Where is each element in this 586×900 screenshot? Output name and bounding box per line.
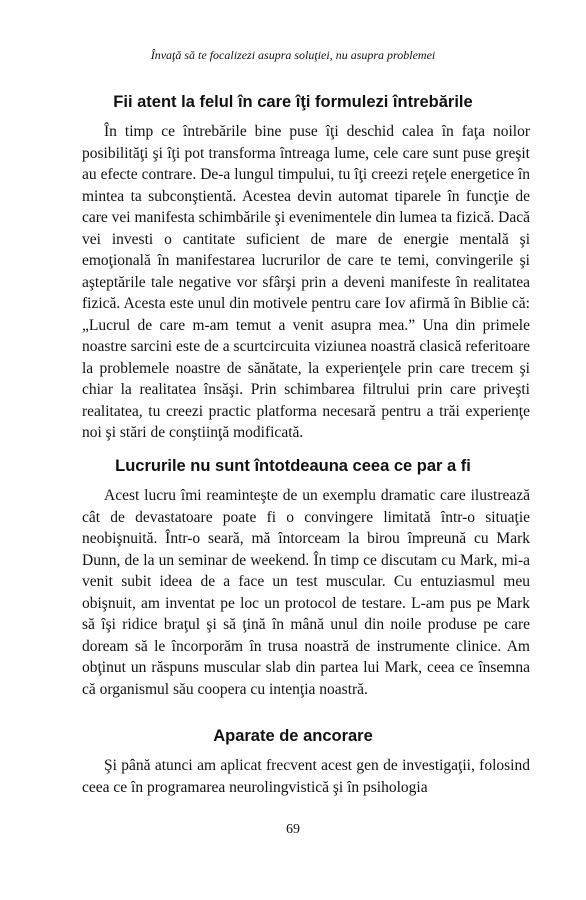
running-header: Învaţă să te focalizezi asupra soluţiei, nu asupra problemei — [150, 48, 436, 62]
section-heading: Fii atent la felul în care îţi formulezi întrebările — [113, 93, 473, 111]
section-heading: Lucrurile nu sunt întotdeauna ceea ce par a fi — [115, 457, 471, 475]
body-paragraph: Şi până atunci am aplicat frecvent acest gen de investigaţii, folosind ceea ce în programarea neurolingvistică şi în psihologia — [82, 757, 530, 796]
body-paragraph: În timp ce întrebările bine puse îţi deschid calea în faţa noilor posibilităţi şi îţi pot transforma întreaga lume, cele care sunt puse greşit au efecte contrare. De-a lungul timpului, tu îţi creezi reţele energetice în mintea ta subconştientă. Acestea devin automat tiparele în funcţie de care vei manifesta schimbările şi evenimentele din lumea ta fizică. Dacă vei investi o cantitate suficient de mare de energie mentală şi emoţională în manifestarea lucrurilor de care te temi, convingerile şi aşteptările tale negative vor sfârşi prin a deveni manifeste în realitatea fizică. Acesta este unul din motivele pentru care Iov afirmă în Biblie că: „Lucrul de care m-am temut a venit asupra mea.” Una din primele noastre sarcini este de a scurtcircuita viziunea noastră clasică referitoare la problemele noastre de sănătate, la experienţele prin care trecem şi chiar la realitatea însăşi. Prin schimbarea filtrului prin care priveşti realitatea, tu creezi practic platforma necesară pentru a trăi experienţe noi şi stări de conştiinţă modificată. — [82, 123, 530, 441]
section-heading: Aparate de ancorare — [213, 727, 373, 745]
body-paragraph: Acest lucru îmi reaminteşte de un exemplu dramatic care ilustrează cât de devastatoare poate fi o convingere limitată într-o situaţie neobişnuită. Într-o seară, mă întorceam la birou împreună cu Mark Dunn, de la un seminar de weekend. În timp ce discutam cu Mark, mi-a venit subit ideea de a face un test muscular. Cu entuziasmul meu obişnuit, am inventat pe loc un protocol de testare. L-am pus pe Mark să îşi ridice braţul şi să ţină în mână unul din noile produse pe care doream să le încorporăm în trusa noastră de instrumente clinice. Am obţinut un răspuns muscular slab din partea lui Mark, ceea ce însemna că organismul său coopera cu intenţia noastră. — [82, 487, 530, 698]
page-number: 69 — [286, 822, 300, 837]
